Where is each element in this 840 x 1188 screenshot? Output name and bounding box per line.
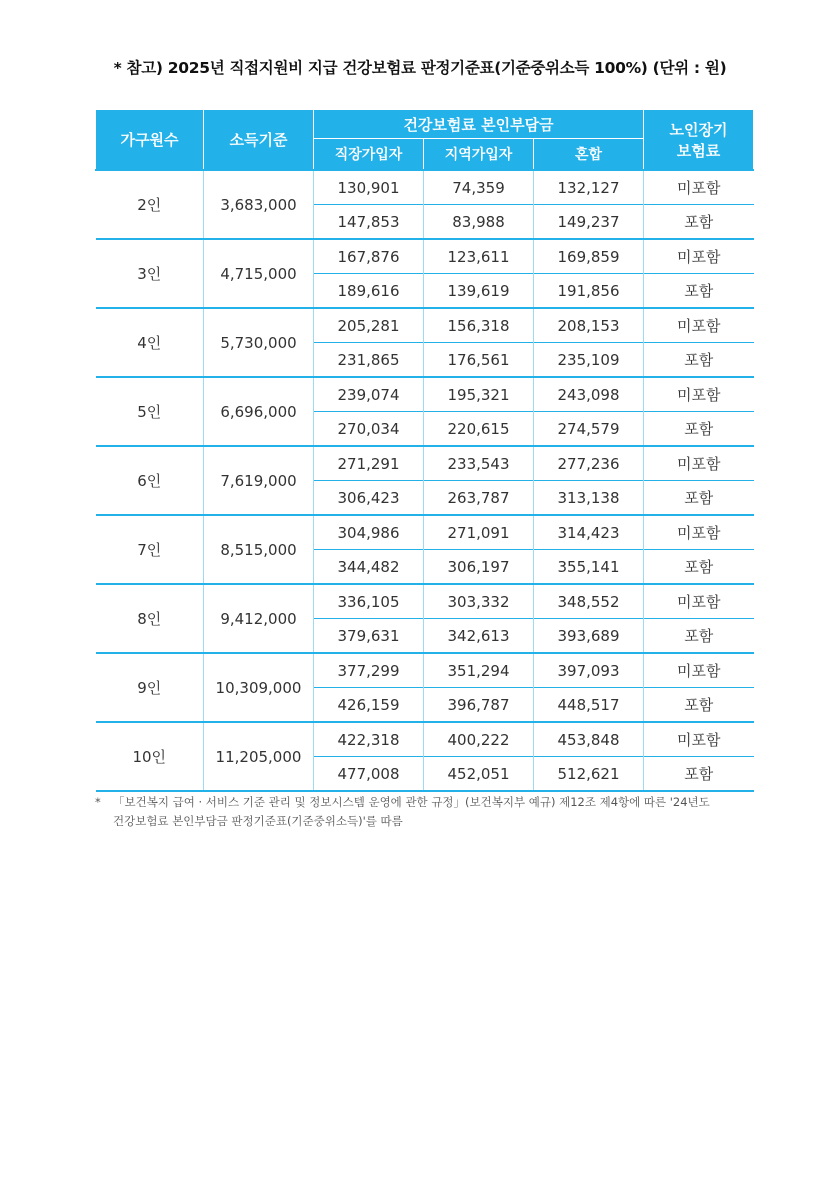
table-row bbox=[96, 239, 754, 274]
employee-cell: 377,299 bbox=[314, 653, 424, 688]
regional-cell: 351,294 bbox=[424, 653, 534, 688]
header-ltc-line: 노인장기 bbox=[669, 120, 728, 139]
mixed-cell: 512,621 bbox=[534, 757, 644, 792]
regional-cell: 263,787 bbox=[424, 481, 534, 516]
regional-cell: 156,318 bbox=[424, 308, 534, 343]
ltc-cell: 미포함 bbox=[644, 239, 754, 274]
employee-cell: 147,853 bbox=[314, 205, 424, 240]
regional-cell: 303,332 bbox=[424, 584, 534, 619]
ltc-cell: 미포함 bbox=[644, 722, 754, 757]
footnote-line-2: 건강보험료 본인부담금 판정기준표(기준중위소득)'를 따름 bbox=[113, 814, 403, 828]
household-cell: 9인 bbox=[96, 653, 204, 722]
ltc-cell: 포함 bbox=[644, 274, 754, 309]
household-cell: 6인 bbox=[96, 446, 204, 515]
table-row bbox=[96, 584, 754, 619]
ltc-cell: 포함 bbox=[644, 481, 754, 516]
mixed-cell: 235,109 bbox=[534, 343, 644, 378]
regional-cell: 123,611 bbox=[424, 239, 534, 274]
income-cell: 3,683,000 bbox=[204, 170, 314, 239]
income-cell: 6,696,000 bbox=[204, 377, 314, 446]
ltc-cell: 포함 bbox=[644, 205, 754, 240]
footnote bbox=[95, 793, 785, 831]
ltc-cell: 포함 bbox=[644, 619, 754, 654]
employee-cell: 422,318 bbox=[314, 722, 424, 757]
ltc-cell: 미포함 bbox=[644, 170, 754, 205]
header-regional: 지역가입자 bbox=[424, 139, 534, 171]
income-cell: 9,412,000 bbox=[204, 584, 314, 653]
regional-cell: 74,359 bbox=[424, 170, 534, 205]
ltc-cell: 미포함 bbox=[644, 446, 754, 481]
header-household: 가구원수 bbox=[96, 110, 204, 171]
table-body bbox=[96, 170, 754, 791]
income-cell: 5,730,000 bbox=[204, 308, 314, 377]
regional-cell: 139,619 bbox=[424, 274, 534, 309]
table-row bbox=[96, 653, 754, 688]
header-ltc-line: 보험료 bbox=[676, 141, 721, 160]
mixed-cell: 169,859 bbox=[534, 239, 644, 274]
footnote-text-1: 「보건복지 급여 · 서비스 기준 관리 및 정보시스템 운영에 관한 규정」(보건복지부 예규) 제12조 제4항에 따른 '24년도 bbox=[113, 795, 710, 809]
employee-cell: 270,034 bbox=[314, 412, 424, 447]
mixed-cell: 274,579 bbox=[534, 412, 644, 447]
mixed-cell: 314,423 bbox=[534, 515, 644, 550]
household-cell: 7인 bbox=[96, 515, 204, 584]
income-cell: 7,619,000 bbox=[204, 446, 314, 515]
mixed-cell: 313,138 bbox=[534, 481, 644, 516]
table-row bbox=[96, 722, 754, 757]
income-cell: 11,205,000 bbox=[204, 722, 314, 791]
employee-cell: 336,105 bbox=[314, 584, 424, 619]
ltc-cell: 포함 bbox=[644, 343, 754, 378]
regional-cell: 400,222 bbox=[424, 722, 534, 757]
income-cell: 8,515,000 bbox=[204, 515, 314, 584]
ltc-cell: 미포함 bbox=[644, 653, 754, 688]
premium-criteria-table bbox=[95, 109, 754, 792]
table-row bbox=[96, 308, 754, 343]
income-cell: 10,309,000 bbox=[204, 653, 314, 722]
header-employee: 직장가입자 bbox=[314, 139, 424, 171]
mixed-cell: 393,689 bbox=[534, 619, 644, 654]
employee-cell: 477,008 bbox=[314, 757, 424, 792]
mixed-cell: 448,517 bbox=[534, 688, 644, 723]
table-row bbox=[96, 170, 754, 205]
employee-cell: 306,423 bbox=[314, 481, 424, 516]
regional-cell: 452,051 bbox=[424, 757, 534, 792]
household-cell: 5인 bbox=[96, 377, 204, 446]
household-cell: 8인 bbox=[96, 584, 204, 653]
mixed-cell: 397,093 bbox=[534, 653, 644, 688]
header-mixed: 혼합 bbox=[534, 139, 644, 171]
ltc-cell: 미포함 bbox=[644, 308, 754, 343]
table-header bbox=[96, 110, 754, 171]
employee-cell: 304,986 bbox=[314, 515, 424, 550]
regional-cell: 83,988 bbox=[424, 205, 534, 240]
ltc-cell: 미포함 bbox=[644, 584, 754, 619]
mixed-cell: 277,236 bbox=[534, 446, 644, 481]
header-ltc-label bbox=[644, 119, 753, 161]
employee-cell: 426,159 bbox=[314, 688, 424, 723]
employee-cell: 189,616 bbox=[314, 274, 424, 309]
mixed-cell: 453,848 bbox=[534, 722, 644, 757]
regional-cell: 176,561 bbox=[424, 343, 534, 378]
ltc-cell: 포함 bbox=[644, 757, 754, 792]
mixed-cell: 132,127 bbox=[534, 170, 644, 205]
household-cell: 3인 bbox=[96, 239, 204, 308]
employee-cell: 379,631 bbox=[314, 619, 424, 654]
regional-cell: 271,091 bbox=[424, 515, 534, 550]
regional-cell: 233,543 bbox=[424, 446, 534, 481]
employee-cell: 231,865 bbox=[314, 343, 424, 378]
footnote-line-1 bbox=[95, 793, 785, 812]
mixed-cell: 208,153 bbox=[534, 308, 644, 343]
income-cell: 4,715,000 bbox=[204, 239, 314, 308]
ltc-cell: 미포함 bbox=[644, 377, 754, 412]
regional-cell: 306,197 bbox=[424, 550, 534, 585]
employee-cell: 205,281 bbox=[314, 308, 424, 343]
mixed-cell: 243,098 bbox=[534, 377, 644, 412]
mixed-cell: 348,552 bbox=[534, 584, 644, 619]
employee-cell: 130,901 bbox=[314, 170, 424, 205]
header-income: 소득기준 bbox=[204, 110, 314, 171]
ltc-cell: 포함 bbox=[644, 550, 754, 585]
ltc-cell: 미포함 bbox=[644, 515, 754, 550]
header-ltc bbox=[644, 110, 754, 171]
regional-cell: 195,321 bbox=[424, 377, 534, 412]
regional-cell: 396,787 bbox=[424, 688, 534, 723]
employee-cell: 239,074 bbox=[314, 377, 424, 412]
header-premium-group: 건강보험료 본인부담금 bbox=[314, 110, 644, 139]
regional-cell: 342,613 bbox=[424, 619, 534, 654]
regional-cell: 220,615 bbox=[424, 412, 534, 447]
employee-cell: 271,291 bbox=[314, 446, 424, 481]
footnote-marker: * bbox=[95, 795, 101, 809]
mixed-cell: 355,141 bbox=[534, 550, 644, 585]
table-row bbox=[96, 446, 754, 481]
table-row bbox=[96, 515, 754, 550]
ltc-cell: 포함 bbox=[644, 688, 754, 723]
household-cell: 2인 bbox=[96, 170, 204, 239]
mixed-cell: 191,856 bbox=[534, 274, 644, 309]
ltc-cell: 포함 bbox=[644, 412, 754, 447]
employee-cell: 167,876 bbox=[314, 239, 424, 274]
household-cell: 10인 bbox=[96, 722, 204, 791]
household-cell: 4인 bbox=[96, 308, 204, 377]
mixed-cell: 149,237 bbox=[534, 205, 644, 240]
table-row bbox=[96, 377, 754, 412]
employee-cell: 344,482 bbox=[314, 550, 424, 585]
page-title: * 참고) 2025년 직접지원비 지급 건강보험료 판정기준표(기준중위소득 100%) (단위 : 원) bbox=[113, 59, 727, 77]
